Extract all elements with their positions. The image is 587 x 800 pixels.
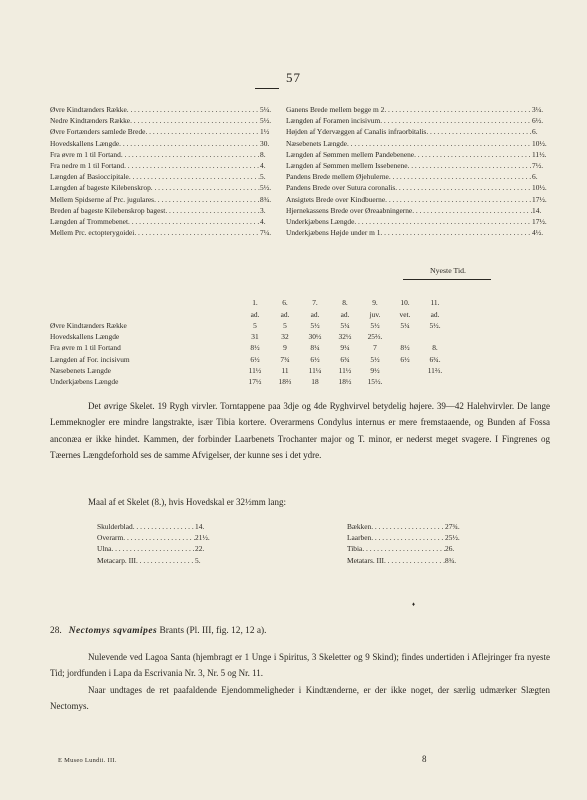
specimen-age-row: ad. ad. ad. ad. juv. vet. ad. [250,309,440,319]
table-row: Hovedskallens Længde 31 32 30½ 32½ 25⅔. [50,332,383,342]
measurement-row: Fra nedre m 1 til Fortand . . . 4. [50,160,278,171]
skeleton-lengths-intro: Maal af et Skelet (8.), hvis Hovedskal er 32½mm lang: [88,497,286,507]
measurement-row: Fra øvre m 1 til Fortand . . . 8. [50,149,278,160]
page-number-rule [255,88,279,89]
table-row: Fra øvre m 1 til Fortand 8½ 9 8¼ 9¼ 7 8½ 8. [50,343,438,353]
measurement-row: Næsebenets Længde . . . 10½. [286,138,556,149]
measurement-row: Nedre Kindtænders Række . . . 5½. [50,115,278,126]
specimen-table [50,296,470,387]
measurement-row: Øvre Kindtænders Række . . . 5¼. [50,104,278,115]
specimen-number-row: 1. 6. 7. 8. 9. 10. 11. [252,297,440,307]
list-item: Metacarp. III . . . 5. [97,555,215,566]
measurement-row: Længden af Basioccipitale . . . 5. [50,171,278,182]
measurement-row: Øvre Fortænders samlede Brede . . . 1½ [50,126,278,137]
specimen-group-rule [403,279,491,280]
skeleton-lengths-right [347,521,465,566]
measurement-row: Ansigtets Brede over Kindbuerne . . . 17½. [286,194,556,205]
measurements-right [286,104,556,238]
species-author: Brants (Pl. III, fig. 12, 12 a). [159,626,267,636]
measurement-row: Længden af bageste Kilebenskrop . . . 5½. [50,182,278,193]
list-item: Laarben . . . 25½. [347,532,465,543]
table-row: Næsebenets Længde 11½ 11 11¼ 11½ 9½ 11⅔. [50,365,443,375]
list-item: Metatars. III . . . 8¾. [347,555,465,566]
table-row: Underkjæbens Længde 17½ 18⅔ 18 18½ 15½. [50,377,383,387]
specimen-group-label: Nyeste Tid. [430,266,466,275]
measurement-row: Længden af Foramen incisivum . . . 6½. [286,115,556,126]
measurements-left [50,104,278,238]
footer-imprint: E Museo Lundii. III. [58,757,117,764]
species-heading [50,626,267,636]
footer-signature: 8 [422,754,427,764]
species-number: 28. [50,626,62,636]
measurement-row: Længden af Trommebenet . . . 4. [50,216,278,227]
stray-mark: ♦ [412,602,416,608]
measurement-row: Underkjæbens Højde under m 1 . . . 4½. [286,227,556,238]
list-item: Overarm . . . 21½. [97,532,215,543]
list-item: Ulna . . . 22. [97,543,215,554]
measurement-row: Højden af Ydervæggen af Canalis infraorbitalis . . . 6. [286,126,556,137]
measurement-row: Pandens Brede over Sutura coronalis . . . 10½. [286,182,556,193]
list-item: Skulderblad . . . 14. [97,521,215,532]
measurement-row: Breden af bageste Kilebenskrop bagest . . . 3. [50,205,278,216]
species-name: Nectomys sqvamipes [68,626,158,636]
measurement-row: Pandens Brede mellem Øjehulerne . . . 6. [286,171,556,182]
measurement-row: Længden af Sømmen mellem Pandebenene . . . 11½. [286,149,556,160]
skeleton-lengths-left [97,521,215,566]
measurement-row: Længden af Sømmen mellem Issebenene . . . 7½. [286,160,556,171]
measurement-row: Ganens Brede mellem begge m 2 . . . 3¼. [286,104,556,115]
measurement-row: Mellem Prc. ectopterygoidei . . . 7¼. [50,227,278,238]
table-row: Øvre Kindtænders Række 5 5 5½ 5¼ 5½ 5¼ 5½. [50,321,441,331]
measurement-row: Underkjæbens Længde . . . 17½. [286,216,556,227]
measurement-row: Hjernekassens Brede over Øreaabningerne . . . 14. [286,205,556,216]
species-text: Nulevende ved Lagoa Santa (hjembragt er 1 Unge i Spiritus, 3 Skeletter og 9 Skind); findes undertiden i Aflejringer fra nyeste Tid; jordfunden i Lapa da Escrivania Nr. 3, Nr. 5 og Nr. 11. Naar undtages de ret paafaldende Ejendommeligheder i Kindtænderne, er der ikke noget, der særlig udmærker Slægten Nectomys. [50,652,550,712]
measurement-row: Hovedskallens Længde . . . 30. [50,138,278,149]
measurement-row: Mellem Spidserne af Prc. jugulares . . . 8¾. [50,194,278,205]
page-number: 57 [286,70,301,85]
table-row: Længden af For. incisivum 6½ 7¾ 6½ 6¾ 5½ 6½ 6¾. [50,354,441,364]
list-item: Bækken . . . 27¾. [347,521,465,532]
list-item: Tibia . . . 26. [347,543,465,554]
skeleton-paragraph: Det øvrige Skelet. 19 Rygh virvler. Torntappene paa 3dje og 4de Ryghvirvel betydelig højere. 39—42 Halehvirvler. De lange Lemmeknogler ere mindre langstrakte, især Tibia kortere. Overarmens Condylus internus er mere fremstaaende, og Bunden af Fossa anconæa er ikke hindet. Kammen, der forbinder Laarbenets Trochanter major og T. minor, er nederst meget svagere. I Fingrenes og Tæernes Længdeforhold ses de samme Afvigelser, der kunne ses i det ydre. [50,401,550,461]
